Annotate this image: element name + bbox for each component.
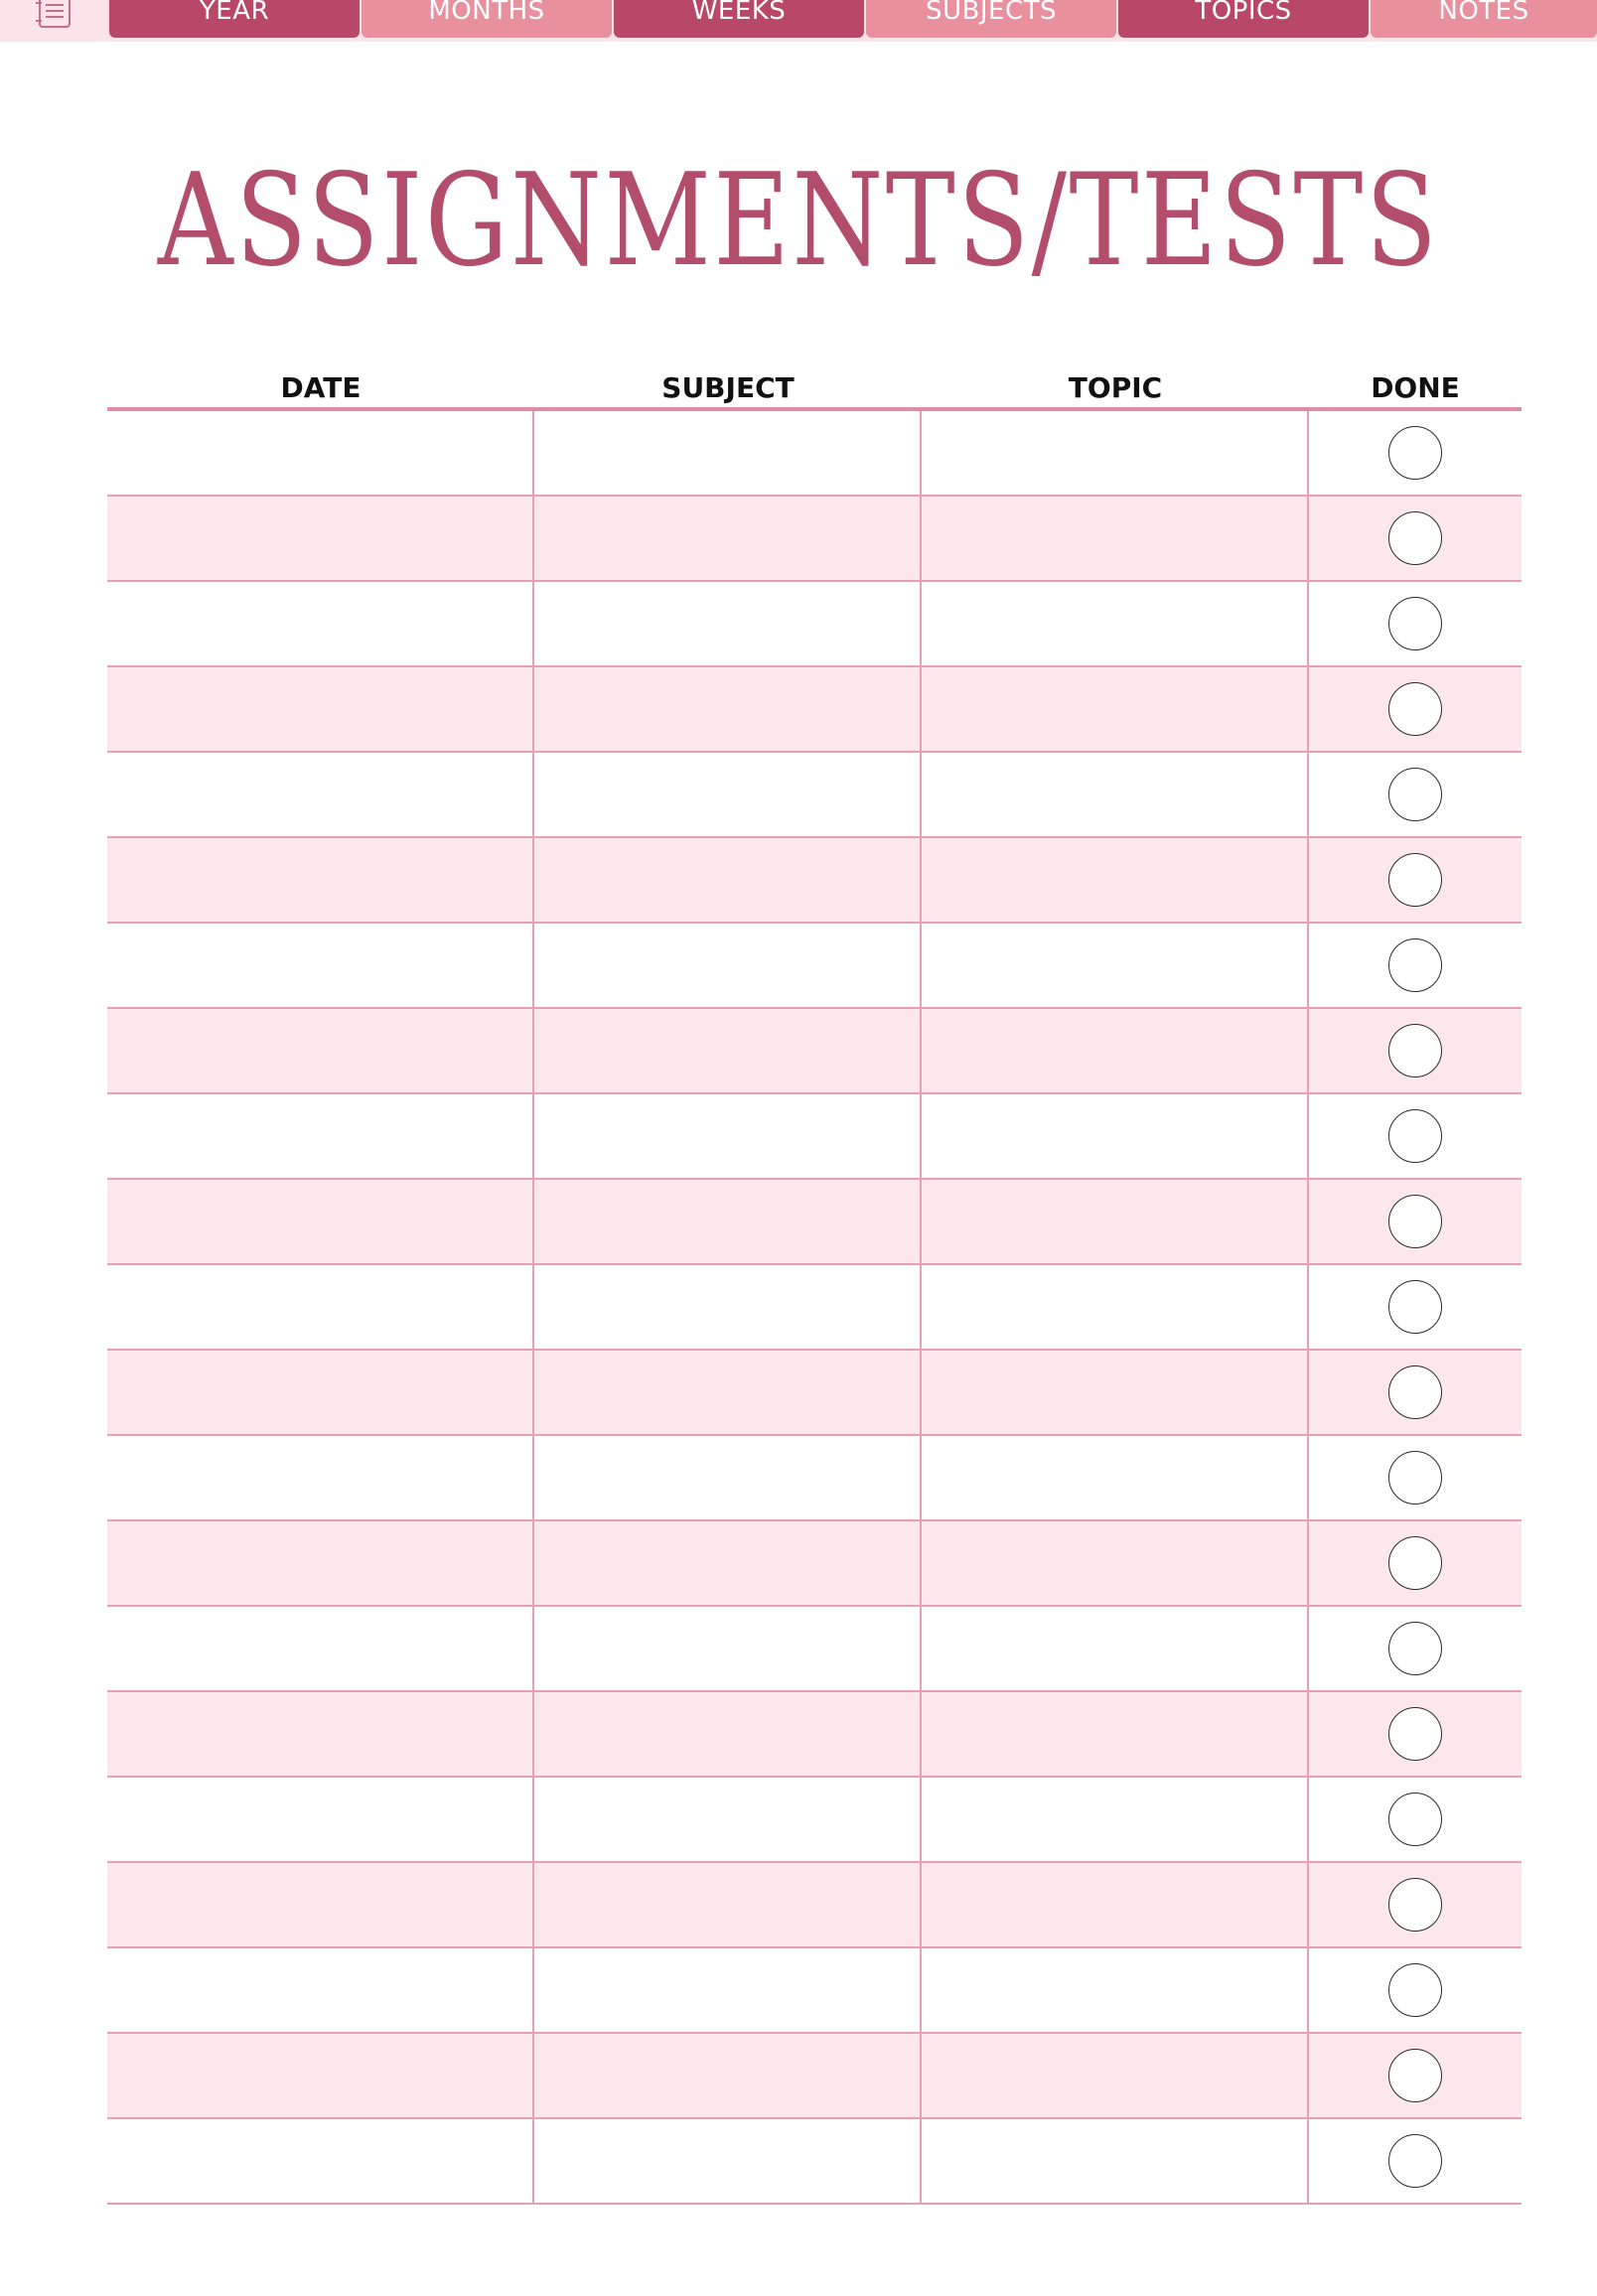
done-cell bbox=[1309, 1863, 1522, 1946]
topic-cell[interactable] bbox=[922, 1094, 1309, 1178]
done-cell bbox=[1309, 1948, 1522, 2032]
done-checkbox[interactable] bbox=[1388, 1536, 1442, 1590]
table-row bbox=[107, 1351, 1522, 1436]
date-cell[interactable] bbox=[107, 2034, 534, 2117]
subject-cell[interactable] bbox=[534, 1265, 922, 1349]
done-cell bbox=[1309, 2119, 1522, 2203]
top-tab-bar bbox=[0, 0, 1597, 42]
done-cell bbox=[1309, 1521, 1522, 1605]
done-checkbox[interactable] bbox=[1388, 1451, 1442, 1505]
notebook-icon bbox=[32, 0, 77, 29]
table-row bbox=[107, 1863, 1522, 1948]
topic-cell[interactable] bbox=[922, 1778, 1309, 1861]
table-row bbox=[107, 1436, 1522, 1521]
date-cell[interactable] bbox=[107, 582, 534, 665]
done-checkbox[interactable] bbox=[1388, 426, 1442, 480]
date-cell[interactable] bbox=[107, 1351, 534, 1434]
date-cell[interactable] bbox=[107, 1778, 534, 1861]
table-row bbox=[107, 667, 1522, 753]
page-title: ASSIGNMENTS/TESTS bbox=[157, 147, 1440, 295]
table-row bbox=[107, 924, 1522, 1009]
column-header-subject: SUBJECT bbox=[661, 371, 795, 404]
done-checkbox[interactable] bbox=[1388, 2049, 1442, 2102]
done-checkbox[interactable] bbox=[1388, 511, 1442, 565]
done-checkbox[interactable] bbox=[1388, 682, 1442, 736]
subject-cell[interactable] bbox=[534, 582, 922, 665]
topic-cell[interactable] bbox=[922, 753, 1309, 836]
subject-cell[interactable] bbox=[534, 753, 922, 836]
tab-subjects[interactable]: SUBJECTS bbox=[866, 0, 1116, 38]
date-cell[interactable] bbox=[107, 838, 534, 922]
done-cell bbox=[1309, 753, 1522, 836]
done-checkbox[interactable] bbox=[1388, 1195, 1442, 1248]
table-header bbox=[107, 365, 1522, 411]
subject-cell[interactable] bbox=[534, 411, 922, 495]
tab-topics[interactable]: TOPICS bbox=[1118, 0, 1369, 38]
date-cell[interactable] bbox=[107, 1692, 534, 1776]
date-cell[interactable] bbox=[107, 753, 534, 836]
topic-cell[interactable] bbox=[922, 497, 1309, 580]
table-row bbox=[107, 838, 1522, 924]
done-cell bbox=[1309, 1094, 1522, 1178]
done-checkbox[interactable] bbox=[1388, 2134, 1442, 2188]
done-cell bbox=[1309, 497, 1522, 580]
date-cell[interactable] bbox=[107, 1009, 534, 1092]
date-cell[interactable] bbox=[107, 1094, 534, 1178]
topic-cell[interactable] bbox=[922, 2119, 1309, 2203]
done-checkbox[interactable] bbox=[1388, 1622, 1442, 1675]
table-row bbox=[107, 1265, 1522, 1351]
done-cell bbox=[1309, 1265, 1522, 1349]
table-row bbox=[107, 2034, 1522, 2119]
subject-cell[interactable] bbox=[534, 1351, 922, 1434]
subject-cell[interactable] bbox=[534, 2034, 922, 2117]
date-cell[interactable] bbox=[107, 1863, 534, 1946]
subject-cell[interactable] bbox=[534, 1948, 922, 2032]
topic-cell[interactable] bbox=[922, 838, 1309, 922]
subject-cell[interactable] bbox=[534, 1863, 922, 1946]
done-checkbox[interactable] bbox=[1388, 1024, 1442, 1077]
tab-year[interactable]: YEAR bbox=[109, 0, 360, 38]
date-cell[interactable] bbox=[107, 924, 534, 1007]
date-cell[interactable] bbox=[107, 1180, 534, 1263]
done-cell bbox=[1309, 1351, 1522, 1434]
done-checkbox[interactable] bbox=[1388, 1109, 1442, 1163]
table-row bbox=[107, 1607, 1522, 1692]
topic-cell[interactable] bbox=[922, 1692, 1309, 1776]
subject-cell[interactable] bbox=[534, 1692, 922, 1776]
topic-cell[interactable] bbox=[922, 1607, 1309, 1690]
table-row bbox=[107, 1009, 1522, 1094]
done-checkbox[interactable] bbox=[1388, 853, 1442, 907]
topic-cell[interactable] bbox=[922, 1009, 1309, 1092]
subject-cell[interactable] bbox=[534, 924, 922, 1007]
topic-cell[interactable] bbox=[922, 924, 1309, 1007]
date-cell[interactable] bbox=[107, 1948, 534, 2032]
subject-cell[interactable] bbox=[534, 838, 922, 922]
done-checkbox[interactable] bbox=[1388, 1365, 1442, 1419]
topic-cell[interactable] bbox=[922, 2034, 1309, 2117]
subject-cell[interactable] bbox=[534, 1436, 922, 1519]
date-cell[interactable] bbox=[107, 1436, 534, 1519]
done-cell bbox=[1309, 1009, 1522, 1092]
topic-cell[interactable] bbox=[922, 1948, 1309, 2032]
subject-cell[interactable] bbox=[534, 1180, 922, 1263]
topic-cell[interactable] bbox=[922, 667, 1309, 751]
date-cell[interactable] bbox=[107, 1607, 534, 1690]
done-cell bbox=[1309, 1692, 1522, 1776]
subject-cell[interactable] bbox=[534, 1094, 922, 1178]
subject-cell[interactable] bbox=[534, 1521, 922, 1605]
assignments-table bbox=[107, 365, 1522, 2205]
done-checkbox[interactable] bbox=[1388, 1878, 1442, 1932]
done-checkbox[interactable] bbox=[1388, 768, 1442, 821]
done-checkbox[interactable] bbox=[1388, 1793, 1442, 1846]
column-header-date: DATE bbox=[280, 371, 362, 404]
table-row bbox=[107, 1180, 1522, 1265]
subject-cell[interactable] bbox=[534, 497, 922, 580]
done-cell bbox=[1309, 838, 1522, 922]
done-checkbox[interactable] bbox=[1388, 1707, 1442, 1761]
done-checkbox[interactable] bbox=[1388, 938, 1442, 992]
topic-cell[interactable] bbox=[922, 411, 1309, 495]
done-checkbox[interactable] bbox=[1388, 1963, 1442, 2017]
table-row bbox=[107, 2119, 1522, 2205]
subject-cell[interactable] bbox=[534, 1607, 922, 1690]
subject-cell[interactable] bbox=[534, 2119, 922, 2203]
tab-notes[interactable]: NOTES bbox=[1371, 0, 1597, 38]
table-row bbox=[107, 582, 1522, 667]
done-cell bbox=[1309, 582, 1522, 665]
subject-cell[interactable] bbox=[534, 1778, 922, 1861]
table-body bbox=[107, 411, 1522, 2205]
date-cell[interactable] bbox=[107, 667, 534, 751]
done-cell bbox=[1309, 1607, 1522, 1690]
column-header-done: DONE bbox=[1371, 371, 1460, 404]
done-cell bbox=[1309, 1180, 1522, 1263]
date-cell[interactable] bbox=[107, 1521, 534, 1605]
topic-cell[interactable] bbox=[922, 1265, 1309, 1349]
home-button[interactable] bbox=[22, 0, 87, 32]
topic-cell[interactable] bbox=[922, 1351, 1309, 1434]
topic-cell[interactable] bbox=[922, 1436, 1309, 1519]
table-row bbox=[107, 753, 1522, 838]
tab-weeks[interactable]: WEEKS bbox=[614, 0, 864, 38]
done-cell bbox=[1309, 1436, 1522, 1519]
topic-cell[interactable] bbox=[922, 582, 1309, 665]
date-cell[interactable] bbox=[107, 497, 534, 580]
done-cell bbox=[1309, 1778, 1522, 1861]
table-row bbox=[107, 497, 1522, 582]
done-cell bbox=[1309, 411, 1522, 495]
topic-cell[interactable] bbox=[922, 1863, 1309, 1946]
done-cell bbox=[1309, 924, 1522, 1007]
topic-cell[interactable] bbox=[922, 1180, 1309, 1263]
date-cell[interactable] bbox=[107, 2119, 534, 2203]
done-checkbox[interactable] bbox=[1388, 597, 1442, 650]
subject-cell[interactable] bbox=[534, 667, 922, 751]
topic-cell[interactable] bbox=[922, 1521, 1309, 1605]
table-row bbox=[107, 1692, 1522, 1778]
column-header-topic: TOPIC bbox=[1068, 371, 1163, 404]
table-row bbox=[107, 1778, 1522, 1863]
date-cell[interactable] bbox=[107, 411, 534, 495]
table-row bbox=[107, 1521, 1522, 1607]
date-cell[interactable] bbox=[107, 1265, 534, 1349]
done-cell bbox=[1309, 667, 1522, 751]
table-row bbox=[107, 1948, 1522, 2034]
subject-cell[interactable] bbox=[534, 1009, 922, 1092]
done-cell bbox=[1309, 2034, 1522, 2117]
table-row bbox=[107, 411, 1522, 497]
tab-months[interactable]: MONTHS bbox=[362, 0, 612, 38]
done-checkbox[interactable] bbox=[1388, 1280, 1442, 1334]
table-row bbox=[107, 1094, 1522, 1180]
